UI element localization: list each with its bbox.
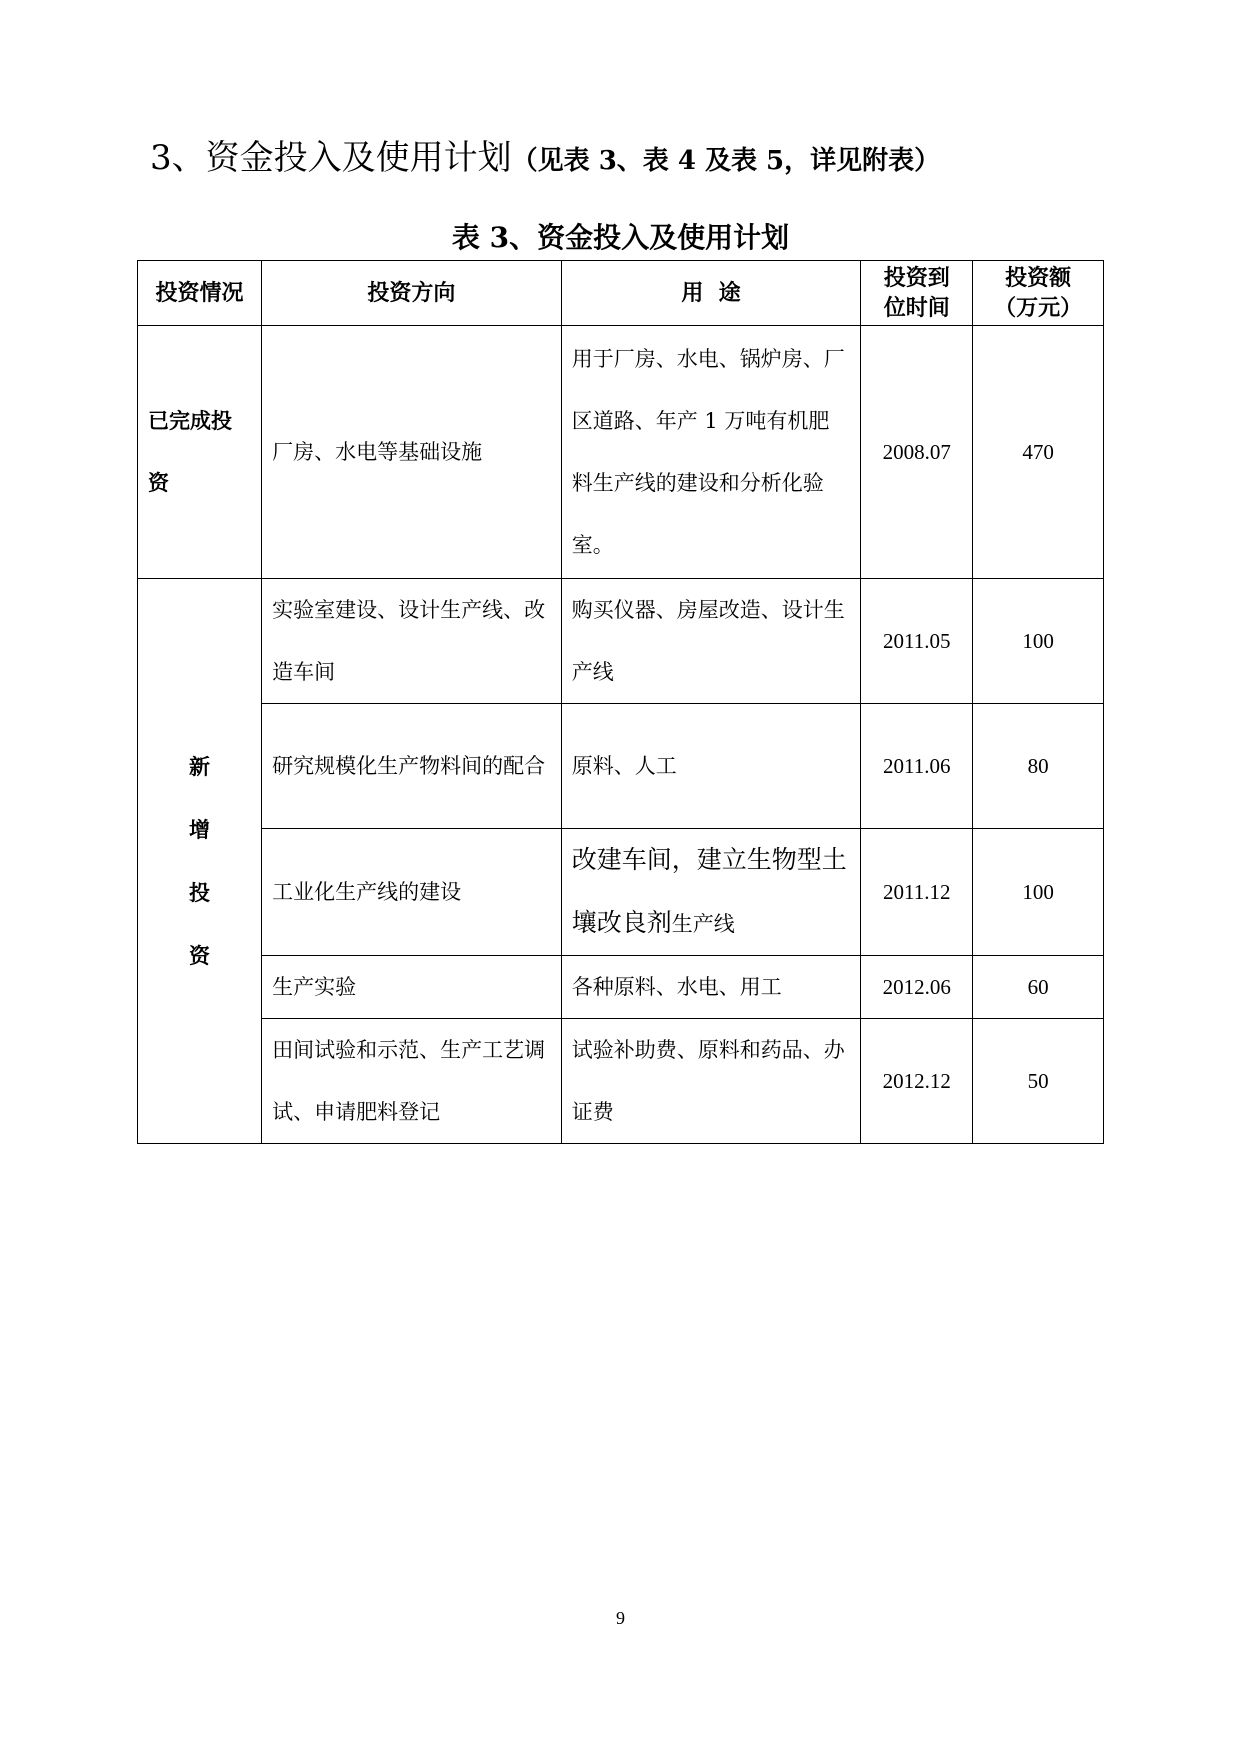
- new-usage-cell: 试验补助费、原料和药品、办证费: [561, 1019, 861, 1144]
- new-category-char: 新: [189, 754, 211, 779]
- table-row-completed: [138, 326, 1104, 579]
- new-time-cell: 2012.12: [861, 1019, 973, 1144]
- completed-direction-cell: 厂房、水电等基础设施: [262, 326, 562, 579]
- table-row-new-5: [138, 1019, 1104, 1144]
- header-amount-line2: （万元）: [994, 295, 1083, 321]
- new-amount-cell: 60: [973, 956, 1104, 1019]
- table-row-new-4: [138, 956, 1104, 1019]
- new-usage-part1: 改建车间，建立生物型土壤改良剂: [571, 845, 847, 937]
- table-header-row: [138, 261, 1104, 326]
- table-row-new-1: [138, 579, 1104, 704]
- table-row-new-3: [138, 829, 1104, 956]
- investment-plan-table: [137, 260, 1104, 1144]
- new-direction-cell: 生产实验: [262, 956, 562, 1019]
- section-heading-note: （见表 3、表 4 及表 5，详见附表）: [511, 146, 941, 176]
- new-time-cell: 2011.05: [861, 579, 973, 704]
- new-usage-cell: 原料、人工: [561, 704, 861, 829]
- new-category-char: 增: [189, 817, 211, 842]
- new-usage-part2: 生产线: [671, 912, 735, 936]
- completed-usage-cell: 用于厂房、水电、锅炉房、厂区道路、年产 1 万吨有机肥料生产线的建设和分析化验室。: [561, 326, 861, 579]
- new-direction-cell: 实验室建设、设计生产线、改造车间: [262, 579, 562, 704]
- table-row-new-2: [138, 704, 1104, 829]
- section-heading: [150, 133, 1150, 186]
- completed-category-cell: [138, 326, 262, 579]
- header-time-line2: 位时间: [883, 295, 950, 321]
- header-time-line1: 投资到: [883, 265, 950, 291]
- new-direction-cell: 田间试验和示范、生产工艺调试、申请肥料登记: [262, 1019, 562, 1144]
- completed-category-line1: 已完成投: [148, 408, 232, 433]
- new-time-cell: 2011.12: [861, 829, 973, 956]
- table-caption: 表 3、资金投入及使用计划: [451, 221, 790, 254]
- new-time-cell: 2012.06: [861, 956, 973, 1019]
- new-amount-cell: 100: [973, 829, 1104, 956]
- page-number: 9: [616, 1608, 625, 1628]
- new-direction-cell: 研究规模化生产物料间的配合: [262, 704, 562, 829]
- completed-category-line2: 资: [148, 470, 169, 495]
- header-direction: 投资方向: [262, 261, 562, 326]
- new-amount-cell: 50: [973, 1019, 1104, 1144]
- header-amount: [973, 261, 1104, 326]
- new-amount-cell: 100: [973, 579, 1104, 704]
- section-heading-title: 3、资金投入及使用计划: [150, 138, 512, 178]
- new-category-char: 投: [189, 880, 211, 905]
- new-time-cell: 2011.06: [861, 704, 973, 829]
- header-usage: 用 途: [561, 261, 861, 326]
- new-usage-cell: [561, 829, 861, 956]
- new-usage-cell: 购买仪器、房屋改造、设计生产线: [561, 579, 861, 704]
- new-amount-cell: 80: [973, 704, 1104, 829]
- header-time: [861, 261, 973, 326]
- header-amount-line1: 投资额: [1005, 265, 1072, 291]
- completed-time-cell: 2008.07: [861, 326, 973, 579]
- header-category: 投资情况: [138, 261, 262, 326]
- new-usage-cell: 各种原料、水电、用工: [561, 956, 861, 1019]
- new-direction-cell: 工业化生产线的建设: [262, 829, 562, 956]
- completed-amount-cell: 470: [973, 326, 1104, 579]
- new-category-cell: [138, 579, 262, 1144]
- new-category-char: 资: [189, 943, 211, 968]
